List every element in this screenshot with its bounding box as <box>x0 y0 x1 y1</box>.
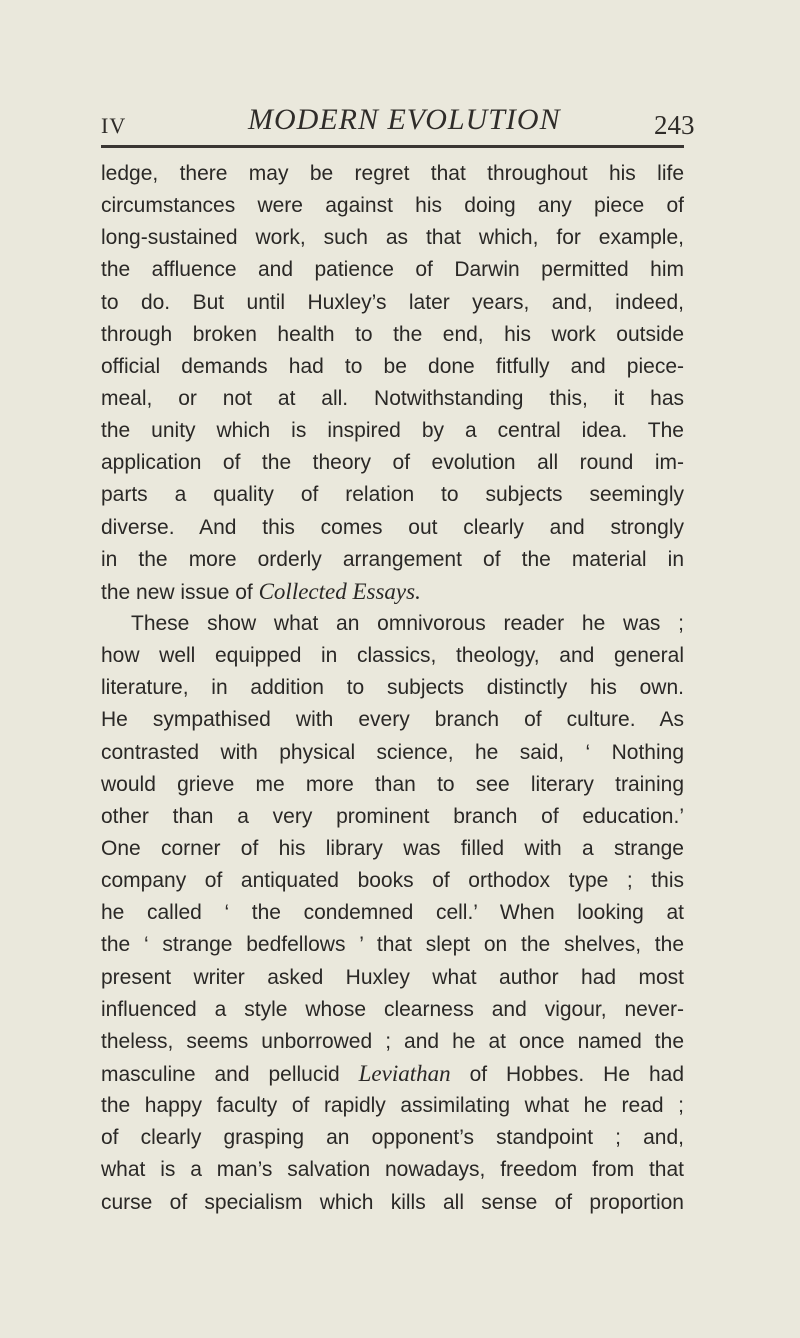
text-line: how well equipped in classics, theology, and general <box>101 644 684 668</box>
text-line: through broken health to the end, his work outside <box>101 322 684 346</box>
page-header <box>0 0 800 150</box>
text-line: parts a quality of relation to subjects seemingly <box>101 483 684 507</box>
text-line: the ‘ strange bedfellows ’ that slept on the shelves, the <box>101 933 684 957</box>
running-title: MODERN EVOLUTION <box>248 103 561 136</box>
text-line: the affluence and patience of Darwin permitted him <box>101 258 684 282</box>
text-line: what is a man’s salvation nowadays, freedom from that <box>101 1158 684 1182</box>
page-number: 243 <box>654 110 695 140</box>
text-line-paragraph-end <box>101 576 684 608</box>
text-line-paragraph-start: These show what an omnivorous reader he was ; <box>131 611 684 635</box>
text-line: the happy faculty of rapidly assimilating what he read ; <box>101 1094 684 1118</box>
text-line: diverse. And this comes out clearly and strongly <box>101 515 684 539</box>
text-line: would grieve me more than to see literary training <box>101 772 684 796</box>
text-line: the unity which is inspired by a central idea. The <box>101 419 684 443</box>
text-line: theless, seems unborrowed ; and he at once named the <box>101 1029 684 1053</box>
text-line: ledge, there may be regret that throughout his life <box>101 162 684 185</box>
text-line: long-sustained work, such as that which, for example, <box>101 226 684 250</box>
italic-book-title: Leviathan <box>358 1060 451 1086</box>
line-text: masculine and pellucid <box>101 1062 359 1086</box>
text-line: in the more orderly arrangement of the material in <box>101 547 684 571</box>
header-rule <box>101 145 684 148</box>
text-line: One corner of his library was filled with a strange <box>101 836 684 860</box>
body-text <box>101 158 684 1219</box>
text-line: meal, or not at all. Notwithstanding this, it has <box>101 386 684 410</box>
text-line: He sympathised with every branch of culture. As <box>101 708 684 732</box>
text-line: to do. But until Huxley’s later years, and, indeed, <box>101 290 684 314</box>
line-text: of Hobbes. He had <box>450 1062 685 1086</box>
italic-book-title: Collected Essays. <box>258 578 421 604</box>
text-line: company of antiquated books of orthodox type ; this <box>101 869 684 893</box>
line-text: the new issue of <box>101 580 259 604</box>
text-line: literature, in addition to subjects distinctly his own. <box>101 676 684 700</box>
chapter-numeral: IV <box>101 113 127 138</box>
text-line: of clearly grasping an opponent’s standpoint ; and, <box>101 1126 684 1150</box>
text-line: application of the theory of evolution all round im- <box>101 451 684 475</box>
text-line: present writer asked Huxley what author had most <box>101 965 684 989</box>
text-line: official demands had to be done fitfully and piece- <box>101 354 684 378</box>
text-line: influenced a style whose clearness and vigour, never- <box>101 997 684 1021</box>
text-line-with-italic <box>101 1058 684 1090</box>
text-line: other than a very prominent branch of education.’ <box>101 804 684 828</box>
text-line: circumstances were against his doing any piece of <box>101 194 684 218</box>
text-line: he called ‘ the condemned cell.’ When looking at <box>101 901 684 925</box>
text-line: curse of specialism which kills all sense of proportion <box>101 1190 684 1214</box>
text-line: contrasted with physical science, he said, ‘ Nothing <box>101 740 684 764</box>
